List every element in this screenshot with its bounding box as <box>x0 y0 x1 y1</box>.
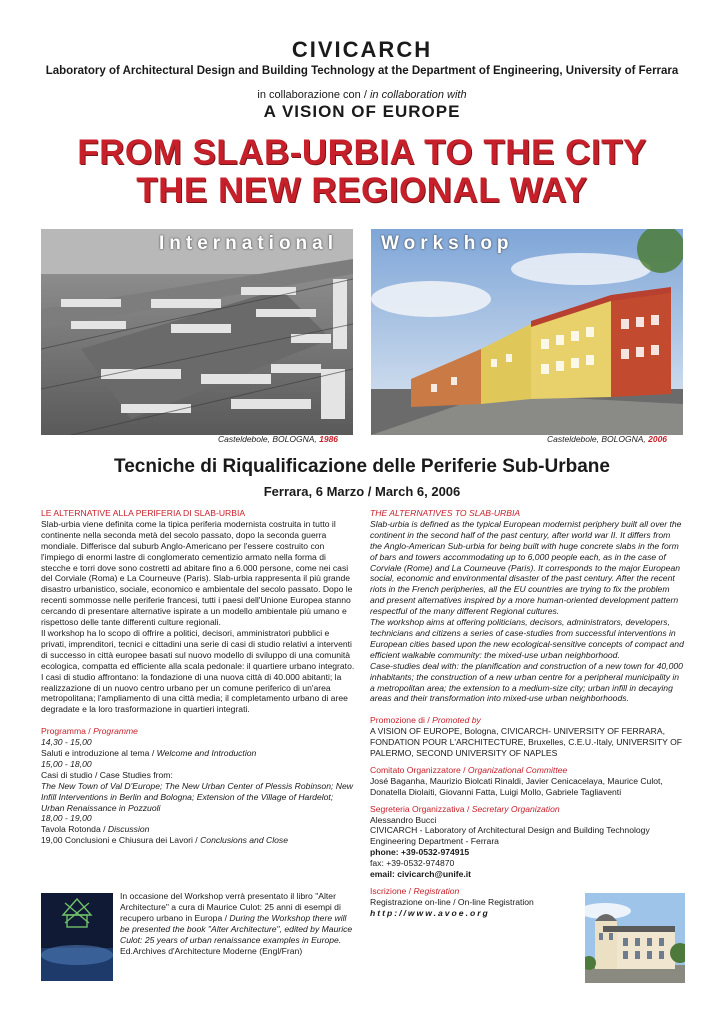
promoted-heading <box>370 715 684 726</box>
rendering-image <box>371 229 683 435</box>
left-para-1: Slab-urbia viene definita come la tipica periferia modernista costruita in tutto il continente nella seconda metà del secolo passato, dopo la seconda guerra mondiale. Differisce dal suburb Anglo-Americano per l'essere costruito con l'impiego di enormi lastre di conglomerato cementizio armato nella forma di stecche e torri dove sono costretti ad abitare fino a 6.000 persone, come nei casi del Corviale (Roma) e La Courneuve (Paris). Slab-urbia rappresenta il più grande disastro urbanistico, sociale, economico e ambientale del secolo passato. Dopo le recenti sommosse nelle periferie francesi, tutti i paesi dell'Unione Europea stanno cercando di presentare alternative ispirate a un modello ambientale più umano e rispettoso delle tante differenti culture regionali. <box>41 518 353 628</box>
caption-1986-year: 1986 <box>319 434 339 444</box>
photo-1986 <box>41 229 353 435</box>
session-4-en: Conclusions and Close <box>200 835 288 846</box>
session-2: Casi di studio / Case Studies from: <box>41 769 173 780</box>
registration-text: Registrazione on-line / On-line Registration <box>370 896 534 907</box>
caption-1986 <box>218 434 338 444</box>
right-para-3: Case-studies deal with: the planification and construction of a new town for 40,000 inhabitants; the construction of a new urban centre for a peripheral municipality in a metropolitan area; the extension to a medium-size city; urban infill in decaying areas and their transformation into mixed-use urban neighborhoods. <box>370 660 683 704</box>
caption-1986-text: Casteldebole, BOLOGNA, <box>218 434 317 444</box>
left-para-3: I casi di studio affrontano: la fondazione di una nuova città di 40.000 abitanti; la realizzazione di un nuovo centro urbano per un comune periferico di un'area metropolitana; l'ampliamento di una città media; il completamento urbano di aree degradate e la loro trasformazione in quartieri integrati. <box>41 671 348 715</box>
book-info <box>120 891 358 956</box>
programme-heading <box>41 726 356 737</box>
session-1 <box>41 748 356 759</box>
vision-title: A VISION OF EUROPE <box>263 102 461 121</box>
session-3-it: Tavola Rotonda / <box>41 824 108 835</box>
building-photo-graphic <box>585 893 685 983</box>
left-para-2: Il workshop ha lo scopo di offrire a politici, decisori, amministratori pubblici e privati, imprenditori, tecnici e cittadini una serie di casi di studio relativi a interventi di successo in città europee basati sul nuovo modello di sviluppo di una comunità ecologica, compatta ed efficiente alla scala pedonale: il quartiere urbano integrato. <box>41 627 355 671</box>
right-para-1: Slab-urbia is defined as the typical European modernist periphery built all over the continent in the second half of the past century, after world war II. It differs from the Anglo-American Sub-urbia for being built with huge concrete slabs in the form of bars and towers accommodating up to 6,000 people each, as in the case of Corviale (Rome) and La Courneuve (Paris). It corresponds to the major European social, economic and environmental disaster of the past century. After the recent riots in the French peripheries, all the EU countries are trying to fix the problem and present alternatives inspired by a more human-oriented development pattern respectful of the many different Regional cultures. <box>370 518 682 617</box>
committee-heading-it: Comitato Organizzatore / <box>370 764 468 775</box>
collab-line <box>0 89 724 102</box>
programme-heading-en: Programme <box>93 726 138 737</box>
email-link[interactable]: email: civicarch@unife.it <box>370 869 472 880</box>
photo-2006 <box>371 229 683 435</box>
subtitle: Tecniche di Riqualificazione delle Periferie Sub-Urbane <box>114 456 610 477</box>
phone: phone: +39-0532-974915 <box>370 847 470 858</box>
time-2: 15,00 - 18,00 <box>41 758 92 769</box>
session-3 <box>41 824 356 835</box>
overlay-international: International <box>159 233 339 254</box>
book-cover-image <box>41 893 113 981</box>
secretary-name: Alessandro Bucci <box>370 814 437 825</box>
caption-2006-text: Casteldebole, BOLOGNA, <box>547 434 646 444</box>
registration-url-link[interactable]: http://www.avoe.org <box>370 907 490 918</box>
collab-en: in collaboration with <box>369 89 467 101</box>
org-name: CIVICARCH <box>291 37 433 62</box>
lab-name: Laboratory of Architectural Design and Building Technology at the Department of Engineering, University of Ferrara <box>45 65 679 77</box>
programme-heading-it: Programma / <box>41 726 94 737</box>
left-column <box>41 508 356 846</box>
left-heading: LE ALTERNATIVE ALLA PERIFERIA DI SLAB-URBIA <box>41 508 246 518</box>
right-para-2: The workshop aims at offering politicians, decisors, administrators, developers, technicians and citizens a series of case-studies from successful interventions in European cities based upon the new ecological-sensitive concepts of compact and efficient walkable community: the mixed-use urban neighborhood. <box>370 617 684 660</box>
secretary-lab: CIVICARCH - Laboratory of Architectural Design and Building Technology <box>370 825 650 836</box>
secretary-heading-it: Segreteria Organizzativa / <box>370 803 472 814</box>
committee-heading <box>370 765 684 776</box>
registration-heading-it: Iscrizione / <box>370 886 414 896</box>
aerial-photo-image <box>41 229 353 435</box>
event-date: Ferrara, 6 Marzo / March 6, 2006 <box>263 484 461 499</box>
main-title-line1: FROM SLAB-URBIA TO THE CITY <box>77 133 647 172</box>
promoted-heading-en: Promoted by <box>432 715 481 726</box>
time-1: 14,30 - 15,00 <box>41 737 92 748</box>
book-description-en: During the Workshop there will be presented the book "Alter Architecture", edited by Maurice Culot: 25 years of urban renaissance examples in Europe. <box>120 912 353 945</box>
poster-header <box>0 38 724 210</box>
right-column <box>370 508 684 919</box>
fax: fax: +39-0532-974870 <box>370 858 455 869</box>
main-title-line2: THE NEW REGIONAL WAY <box>136 171 588 210</box>
right-heading: THE ALTERNATIVES TO SLAB-URBIA <box>370 508 521 518</box>
session-1-it: Saluti e introduzione al tema / <box>41 748 157 759</box>
committee-members: José Baganha, Maurizio Biolcati Rinaldi, Javier Cenicacelaya, Maurice Culot, Donatella Diolaiti, Giovanni Fatta, Luigi Mollo, Gabriele Tagliaventi <box>370 775 663 797</box>
time-3: 18,00 - 19,00 <box>41 813 92 824</box>
book-cover-graphic <box>41 893 113 981</box>
overlay-workshop: Workshop <box>381 233 514 254</box>
session-3-en: Discussion <box>107 824 150 835</box>
book-description-it: In occasione del Workshop verrà presentato il libro "Alter Architecture" a cura di Maurice Culot: 25 anni di esempi di recupero urbano in Europa / <box>120 891 341 923</box>
promoted-by: A VISION OF EUROPE, Bologna, CIVICARCH- UNIVERSITY OF FERRARA, FONDATION POUR L'ARCHITECTURE, Bruxelles, C.E.U.-Italy, UNIVERSITY OF PALERMO, SECOND UNIVERSITY OF NAPLES <box>370 726 683 759</box>
registration-heading-en: Registration <box>413 886 460 896</box>
secretary-heading <box>370 804 684 815</box>
collab-it: in collaborazione con / <box>257 89 367 101</box>
session-4 <box>41 835 356 846</box>
book-description <box>120 891 358 946</box>
promoted-heading-it: Promozione di / <box>370 715 433 726</box>
session-4-it: 19,00 Conclusioni e Chiusura dei Lavori / <box>41 835 201 846</box>
caption-2006-year: 2006 <box>648 434 668 444</box>
book-publisher: Ed.Archives d'Architecture Moderne (Engl/Fran) <box>120 945 303 956</box>
secretary-heading-en: Secretary Organization <box>471 803 560 814</box>
building-photo <box>585 893 685 983</box>
caption-2006 <box>547 434 667 444</box>
committee-heading-en: Organizational Committee <box>467 764 568 775</box>
session-1-en: Welcome and Introduction <box>156 748 257 759</box>
session-2-list: The New Town of Val D'Europe; The New Urban Center of Plessis Robinson; New Infill Interventions in Berlin and Bologna; Extension of the Village of Hardelot; Urban Renaissance in Pozzuoli <box>41 780 353 813</box>
secretary-dept: Engineering Department - Ferrara <box>370 836 499 847</box>
